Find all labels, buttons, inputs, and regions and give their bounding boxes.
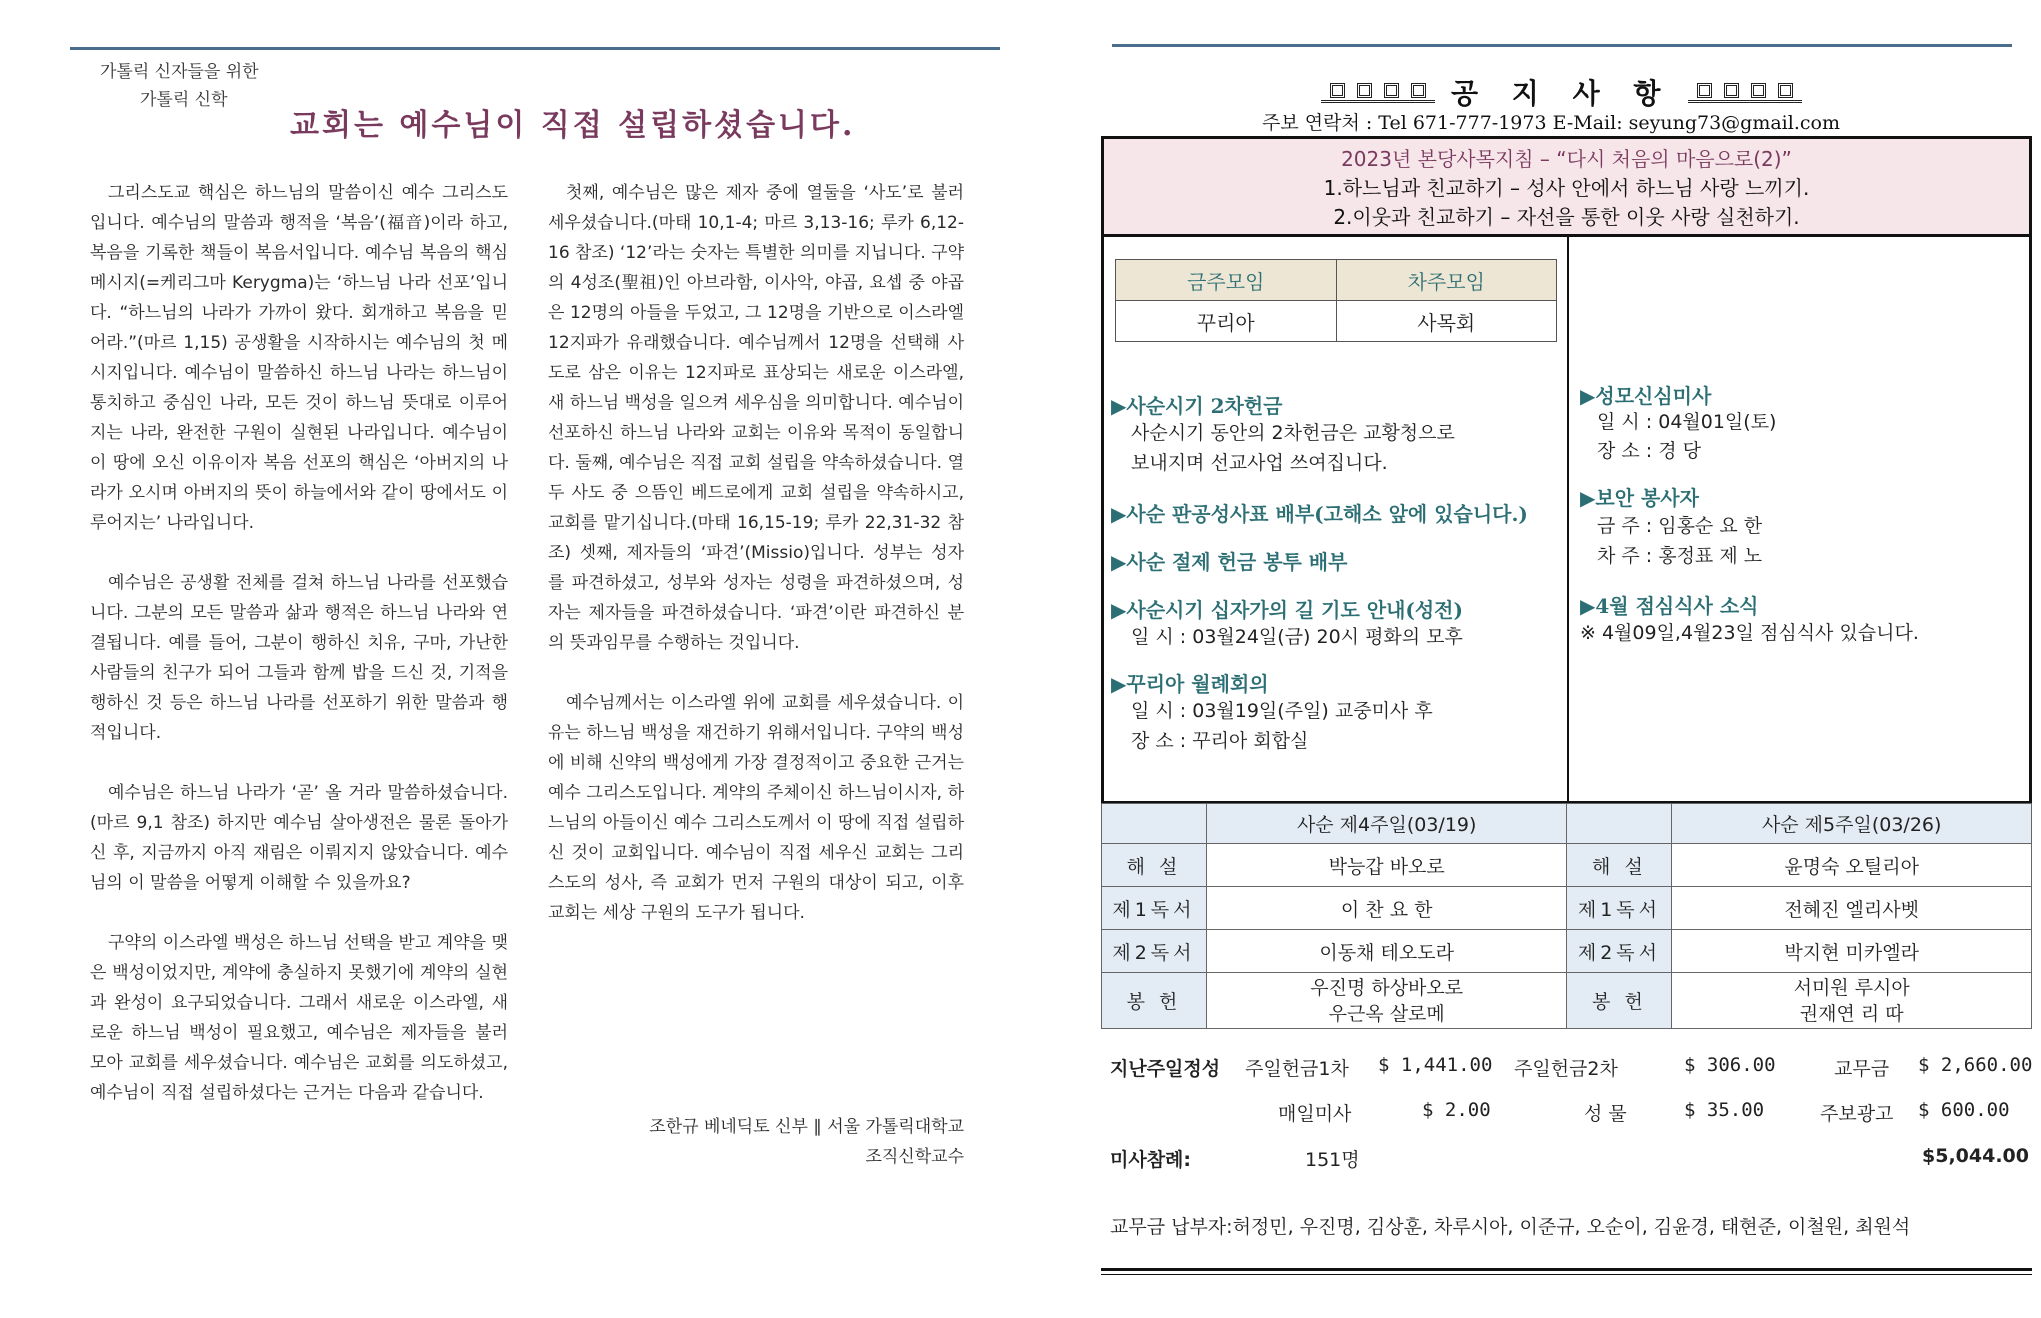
religious-goods-label: 성 물 xyxy=(1584,1103,1627,1125)
paragraph: 첫째, 예수님은 많은 제자 중에 열둘을 ‘사도’로 불러 세우셨습니다.(마태 10,1-4; 마르 3,13-16; 루카 6,12-16 참조) ‘12’라는 숫자는 특별한 의미를 지닙니다. 구약의 4성조(聖祖)인 아브라함, 이사악, 야곱, 요셉 중 야곱은 12명의 아들을 두었고, 그 12명을 기반으로 이스라엘 12지파가 유래했습니다. 예수님께서 12명을 선택해 사도로 삼은 이유는 12지파로 표상되는 새로운 이스라엘, 새 하느님 백성을 일으켜 세우심을 의미합니다. 예수님이 선포하신 하느님 나라와 교회는 이유와 목적이 동일합니다. 둘째, 예수님은 직접 교회 설립을 약속하셨습니다. 열두 사도 중 으뜸인 베드로에게 교회 설립을 약속하시고, 교회를 맡기십니다.(마태 16,15-19; 루카 22,31-32 참조) 셋째, 제자들의 ‘파견’(Missio)입니다. 성부는 성자를 파견하셨고, 성부와 성자는 성령을 파견하셨으며, 성자는 제자들을 파견하셨습니다. ‘파견’이란 파견하신 분의 뜻과임무를 수행하는 것입니다. xyxy=(548,183,964,653)
right-top-rule xyxy=(1112,44,2012,47)
notices-divider xyxy=(1567,234,1569,804)
minister-names xyxy=(1206,973,1567,1029)
notice-text: 사순시기 동안의 2차헌금은 교황청으로 xyxy=(1131,422,1455,444)
notice-marian-mass: ▶성모신심미사 xyxy=(1580,384,1712,408)
role-label: 제1독서 xyxy=(1567,887,1672,930)
bulletin-ad-amount: $ 600.00 xyxy=(1918,1099,2010,1121)
role-label: 해 설 xyxy=(1567,844,1672,887)
minister-name: 윤명숙 오틸리아 xyxy=(1672,844,2032,887)
sunday-collection-2: $ 306.00 xyxy=(1684,1054,1776,1076)
role-label: 해 설 xyxy=(1102,844,1207,887)
sunday-collection-1: $ 1,441.00 xyxy=(1378,1054,1493,1076)
dues-amount: $ 2,660.00 xyxy=(1918,1054,2033,1076)
paragraph: 예수님은 하느님 나라가 ‘곧’ 올 거라 말씀하셨습니다.(마르 9,1 참조) 하지만 예수님 살아생전은 물론 돌아가신 후, 지금까지 아직 재림은 이뤄지지 않았습니다. 예수님의 이 말씀을 어떻게 이해할 수 있을까요? xyxy=(90,783,508,893)
role-label: 봉 헌 xyxy=(1102,973,1207,1029)
minister-name: 우근옥 살로메 xyxy=(1328,1002,1445,1025)
this-week-meeting: 꾸리아 xyxy=(1116,301,1337,342)
bulletin-ad-label: 주보광고 xyxy=(1820,1103,1894,1125)
daily-mass-label: 매일미사 xyxy=(1278,1103,1352,1125)
role-label: 제2독서 xyxy=(1567,930,1672,973)
notice-text: 장 소 : 꾸리아 회합실 xyxy=(1131,730,1309,752)
minister-name: 전혜진 엘리사벳 xyxy=(1672,887,2032,930)
daily-mass-amount: $ 2.00 xyxy=(1422,1099,1491,1121)
title-ornament-right xyxy=(1688,81,1802,103)
author-line-1: 조한규 베네딕토 신부 ∥ 서울 가톨릭대학교 xyxy=(649,1117,964,1137)
notice-confession-card: ▶사순 판공성사표 배부(고해소 앞에 있습니다.) xyxy=(1111,502,1528,526)
ministry-schedule-table xyxy=(1101,803,2032,1029)
notice-curia-meeting: ▶꾸리아 월례회의 xyxy=(1111,672,1269,696)
minister-name: 권재연 리 따 xyxy=(1799,1002,1904,1025)
minister-name: 서미원 루시아 xyxy=(1793,976,1910,999)
paragraph: 예수님께서는 이스라엘 위에 교회를 세우셨습니다. 이유는 하느님 백성을 재건하기 위해서입니다. 구약의 백성에 비해 신약의 백성에게 가장 결정적이고 중요한 근거는 예수 그리스도입니다. 계약의 주체이신 하느님이시자, 하느님의 아들이신 예수 그리스도께서 이 땅에 직접 설립하신 것이 교회입니다. 예수님이 직접 세우신 교회는 그리스도의 성사, 즉 교회가 먼저 구원의 대상이 되고, 이후 교회는 세상 구원의 도구가 됩니다. xyxy=(548,693,964,923)
religious-goods-amount: $ 35.00 xyxy=(1684,1099,1765,1121)
week-header-a: 사순 제4주일(03/19) xyxy=(1206,804,1567,844)
minister-name: 이 찬 요 한 xyxy=(1206,887,1567,930)
attendance-label: 미사참례: xyxy=(1110,1149,1192,1171)
this-week-meeting-label: 금주모임 xyxy=(1116,260,1337,301)
paragraph: 구약의 이스라엘 백성은 하느님 선택을 받고 계약을 맺은 백성이었지만, 계약에 충실하지 못했기에 계약의 실현과 완성이 요구되었습니다. 그래서 새로운 이스라엘, 새로운 하느님 백성이 필요했고, 예수님은 제자들을 불러 모아 교회를 세우셨습니다. 예수님은 교회를 의도하셨고, 예수님이 직접 설립하셨다는 근거는 다음과 같습니다. xyxy=(90,933,508,1103)
role-label: 봉 헌 xyxy=(1567,973,1672,1029)
notice-abstinence-envelope: ▶사순 절제 헌금 봉투 배부 xyxy=(1111,550,1348,574)
notice-text: ※ 4월09일,4월23일 점심식사 있습니다. xyxy=(1580,622,1919,644)
author-line-2: 조직신학교수 xyxy=(865,1147,964,1167)
meeting-table xyxy=(1115,259,1557,342)
title-ornament-left xyxy=(1321,81,1435,103)
series-label xyxy=(100,58,259,114)
article-title: 교회는 예수님이 직접 설립하셨습니다. xyxy=(290,108,856,143)
author-signature xyxy=(548,1112,964,1172)
notice-security-volunteers: ▶보안 봉사자 xyxy=(1580,486,1699,510)
dues-donors-list: 교무금 납부자:허정민, 우진명, 김상훈, 차루시아, 이준규, 오순이, 김윤경, 태현준, 이철원, 최원석 xyxy=(1110,1216,1911,1238)
week-header-b: 사순 제5주일(03/26) xyxy=(1672,804,2032,844)
minister-name: 박지현 미카엘라 xyxy=(1672,930,2032,973)
minister-name: 우진명 하상바오로 xyxy=(1310,976,1464,999)
policy-item-1: 1.하느님과 친교하기 – 성사 안에서 하느님 사랑 느끼기. xyxy=(1323,176,1810,200)
role-label: 제2독서 xyxy=(1102,930,1207,973)
notice-text: 보내지며 선교사업 쓰여집니다. xyxy=(1131,452,1388,474)
minister-names xyxy=(1672,973,2032,1029)
policy-heading: 2023년 본당사목지침 – “다시 처음의 마음으로(2)” xyxy=(1341,147,1792,171)
offering-total: $5,044.00 xyxy=(1922,1145,2029,1167)
pastoral-policy-box xyxy=(1101,136,2032,237)
sunday-collection-2-label: 주일헌금2차 xyxy=(1514,1058,1618,1080)
minister-name: 박능갑 바오로 xyxy=(1206,844,1567,887)
dues-label: 교무금 xyxy=(1834,1058,1890,1080)
minister-name: 이동채 테오도라 xyxy=(1206,930,1567,973)
next-week-meeting: 사목회 xyxy=(1336,301,1557,342)
notice-text: 장 소 : 경 당 xyxy=(1597,440,1701,462)
notice-april-lunch: ▶4월 점심식사 소식 xyxy=(1580,594,1759,618)
contact-line: 주보 연락처 : Tel 671-777-1973 E-Mail: seyung73@gmail.com xyxy=(1262,112,1840,134)
policy-item-2: 2.이웃과 친교하기 – 자선을 통한 이웃 사랑 실천하기. xyxy=(1333,205,1800,229)
paragraph: 예수님은 공생활 전체를 걸쳐 하느님 나라를 선포했습니다. 그분의 모든 말씀과 삶과 행적은 하느님 나라와 연결됩니다. 예를 들어, 그분이 행하신 치유, 구마, 가난한 사람들의 친구가 되어 그들과 함께 밥을 드신 것, 기적을 행하신 것 등은 하느님 나라를 선포하기 위한 말씀과 행적입니다. xyxy=(90,573,508,743)
notice-stations-of-cross: ▶사순시기 십자가의 길 기도 안내(성전) xyxy=(1111,598,1463,622)
notice-lent-collection: ▶사순시기 2차헌금 xyxy=(1111,394,1283,418)
article-column-2 xyxy=(548,178,964,958)
notice-title xyxy=(1305,72,1818,112)
notice-title-text: 공 지 사 항 xyxy=(1451,77,1673,110)
next-week-meeting-label: 차주모임 xyxy=(1336,260,1557,301)
bottom-double-rule xyxy=(1101,1268,2032,1275)
series-line-2: 가톨릭 신학 xyxy=(140,90,228,110)
left-top-rule xyxy=(70,47,1000,50)
notice-text: 일 시 : 03월19일(주일) 교중미사 후 xyxy=(1131,700,1433,722)
notice-text: 일 시 : 03월24일(금) 20시 평화의 모후 xyxy=(1131,626,1463,648)
sunday-collection-1-label: 주일헌금1차 xyxy=(1245,1058,1349,1080)
notice-text: 금 주 : 임홍순 요 한 xyxy=(1597,515,1763,537)
notice-text: 일 시 : 04월01일(토) xyxy=(1597,411,1777,433)
role-label: 제1독서 xyxy=(1102,887,1207,930)
paragraph: 그리스도교 핵심은 하느님의 말씀이신 예수 그리스도입니다. 예수님의 말씀과 행적을 ‘복음’(福音)이라 하고, 복음을 기록한 책들이 복음서입니다. 예수님 복음의 핵심 메시지(=케리그마 Kerygma)는 ‘하느님 나라 선포’입니다. “하느님의 나라가 가까이 왔다. 회개하고 복음을 믿어라.”(마르 1,15) 공생활을 시작하시는 예수님의 첫 메시지입니다. 예수님이 말씀하신 하느님 나라는 하느님이 통치하고 중심인 나라, 모든 것이 하느님 뜻대로 이루어지는 나라, 완전한 구원이 실현된 나라입니다. 예수님이 이 땅에 오신 이유이자 복음 선포의 핵심은 ‘아버지의 나라가 오시며 아버지의 뜻이 하늘에서와 같이 땅에서도 이루어지는’ 나라입니다. xyxy=(90,183,508,533)
notice-text: 차 주 : 홍정표 제 노 xyxy=(1597,545,1763,567)
last-week-offering-label: 지난주일정성 xyxy=(1110,1058,1221,1080)
article-column-1 xyxy=(90,178,508,1138)
attendance-count: 151명 xyxy=(1305,1149,1360,1171)
series-line-1: 가톨릭 신자들을 위한 xyxy=(100,62,259,82)
